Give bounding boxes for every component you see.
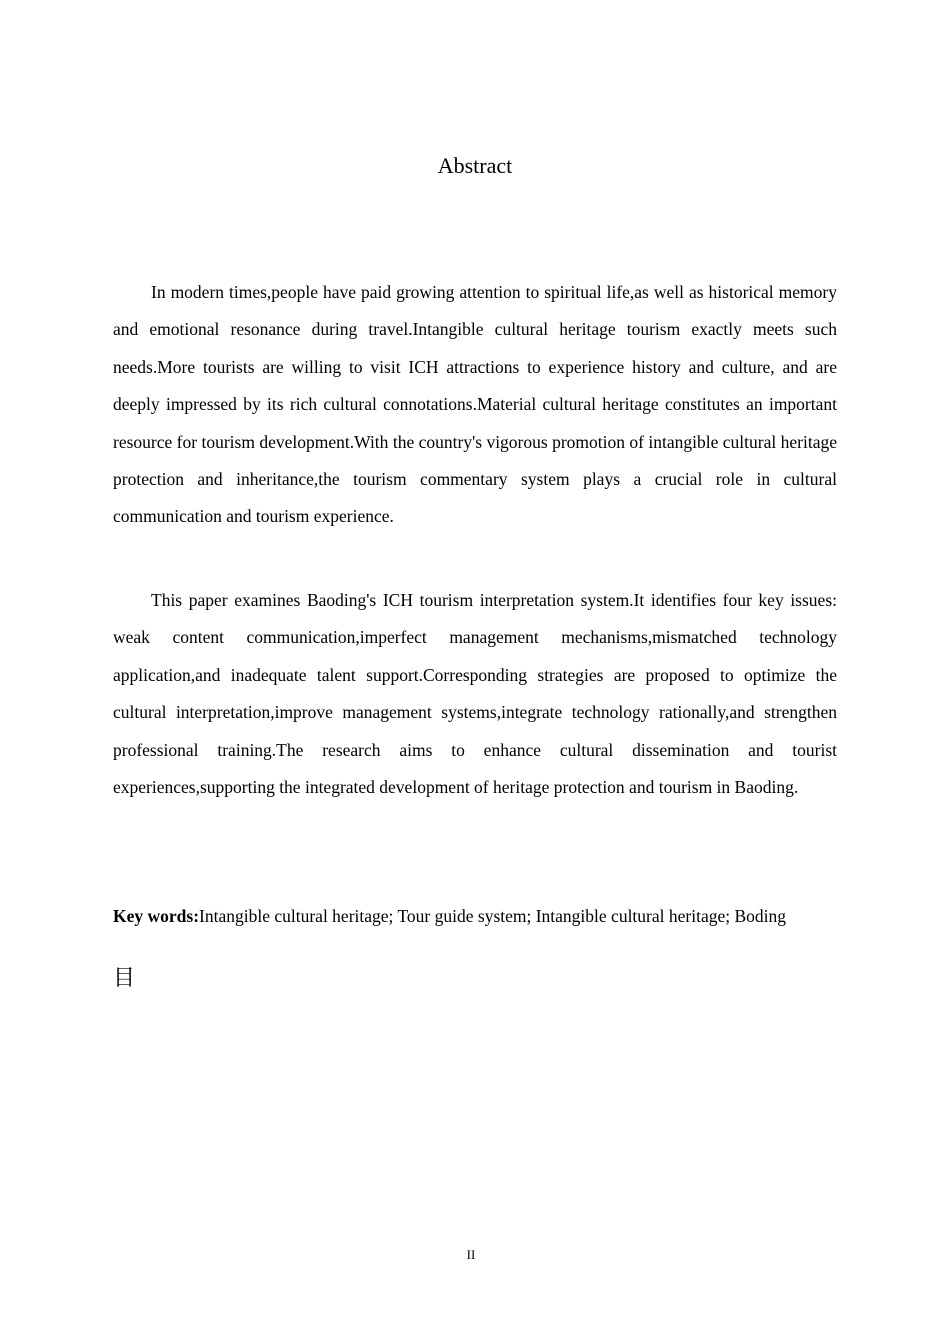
toc-heading: 目 bbox=[113, 966, 136, 991]
keywords-line bbox=[113, 904, 829, 929]
keywords-label: Key words: bbox=[113, 906, 200, 926]
abstract-paragraph-2: This paper examines Baoding's ICH tourism interpretation system.It identifies four key issues: weak content communication,imperfect management mechanisms,mismatched technology application,and inadequate talent support.Corresponding strategies are proposed to optimize the cultural interpretation,improve management systems,integrate technology rationally,and strengthen professional training.The research aims to enhance cultural dissemination and tourist experiences,supporting the integrated development of heritage protection and tourism in Baoding. bbox=[113, 590, 837, 798]
keywords-text: Intangible cultural heritage; Tour guide system; Intangible cultural heritage; Boding bbox=[199, 906, 786, 926]
page-number: II bbox=[466, 1247, 476, 1262]
abstract-title: Abstract bbox=[437, 153, 513, 178]
abstract-paragraph-1: In modern times,people have paid growing attention to spiritual life,as well as historical memory and emotional resonance during travel.Intangible cultural heritage tourism exactly meets such needs.More tourists are willing to visit ICH attractions to experience history and culture, and are deeply impressed by its rich cultural connotations.Material cultural heritage constitutes an important resource for tourism development.With the country's vigorous promotion of intangible cultural heritage protection and inheritance,the tourism commentary system plays a crucial role in cultural communication and tourism experience. bbox=[113, 282, 837, 527]
